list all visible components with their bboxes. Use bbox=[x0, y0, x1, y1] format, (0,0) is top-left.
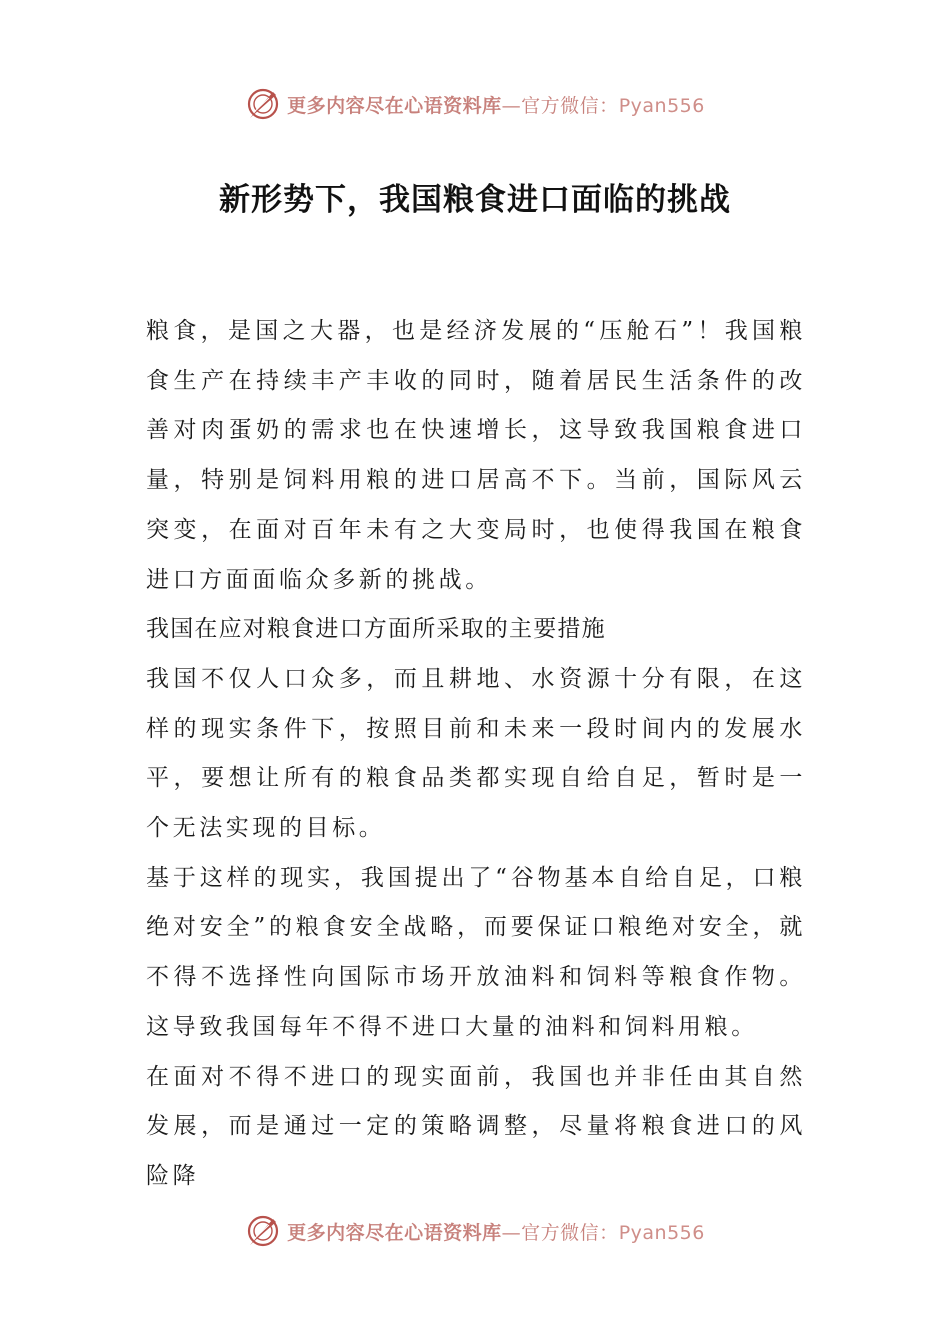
banner-text bbox=[287, 91, 705, 118]
paragraph-intro: 粮食，是国之大器，也是经济发展的“压舱石”！我国粮食生产在持续丰产丰收的同时，随着居民生活条件的改善对肉蛋奶的需求也在快速增长，这导致我国粮食进口量，特别是饲料用粮的进口居高不下。当前，国际风云突变，在面对百年未有之大变局时，也使得我国在粮食进口方面面临众多新的挑战。 bbox=[146, 318, 806, 593]
footer-banner bbox=[0, 1211, 950, 1251]
banner-prefix: 更多内容尽在心语资料库 bbox=[287, 1221, 502, 1244]
quill-logo-icon bbox=[245, 1213, 281, 1249]
banner-prefix: 更多内容尽在心语资料库 bbox=[287, 94, 502, 117]
paragraph-adjustment: 在面对不得不进口的现实面前，我国也并非任由其自然发展，而是通过一定的策略调整，尽量将粮食进口的风险降 bbox=[146, 1063, 806, 1189]
document-title: 新形势下，我国粮食进口面临的挑战 bbox=[219, 182, 731, 218]
banner-dash: — bbox=[501, 1221, 522, 1244]
banner-wechat-id: Pyan556 bbox=[618, 94, 705, 117]
banner-wechat-id: Pyan556 bbox=[618, 1221, 705, 1244]
quill-logo-icon bbox=[245, 86, 281, 122]
banner-wechat-label: 官方微信： bbox=[521, 94, 619, 117]
document-body bbox=[146, 307, 806, 1202]
header-banner bbox=[0, 84, 950, 124]
section-heading: 我国在应对粮食进口方面所采取的主要措施 bbox=[146, 616, 606, 643]
banner-wechat-label: 官方微信： bbox=[521, 1221, 619, 1244]
paragraph-strategy: 基于这样的现实，我国提出了“谷物基本自给自足，口粮绝对安全”的粮食安全战略，而要保证口粮绝对安全，就不得不选择性向国际市场开放油料和饲料等粮食作物。这导致我国每年不得不进口大量的油料和饲料用粮。 bbox=[146, 864, 806, 1040]
banner-text bbox=[287, 1218, 705, 1245]
paragraph-population: 我国不仅人口众多，而且耕地、水资源十分有限，在这样的现实条件下，按照目前和未来一段时间内的发展水平，要想让所有的粮食品类都实现自给自足，暂时是一个无法实现的目标。 bbox=[146, 665, 806, 842]
banner-dash: — bbox=[501, 94, 522, 117]
